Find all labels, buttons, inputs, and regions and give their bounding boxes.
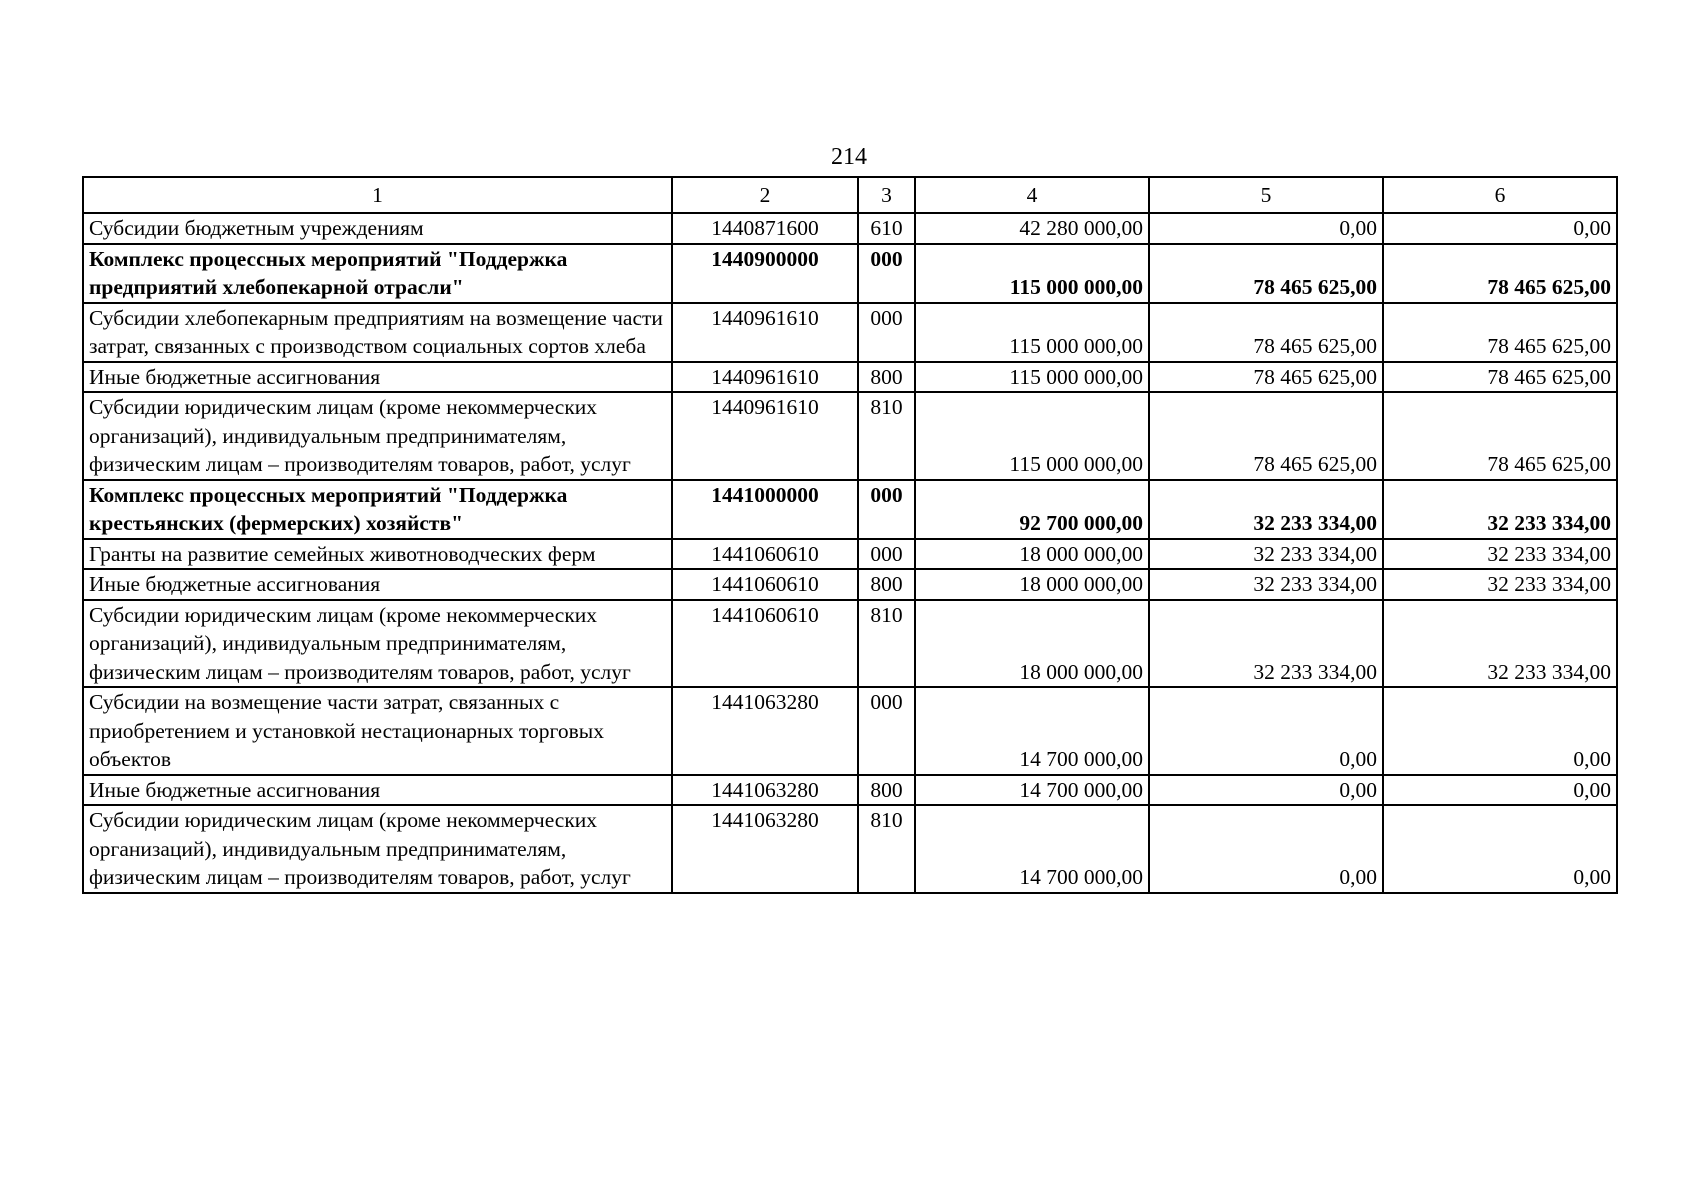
row-name: Субсидии хлебопекарным предприятиям на возмещение части затрат, связанных с производством социальных сортов хлеба	[83, 303, 672, 362]
row-amount-col5: 0,00	[1149, 805, 1383, 893]
row-expense-type: 000	[858, 244, 915, 303]
header-col-2: 2	[672, 177, 858, 213]
row-amount-col4: 14 700 000,00	[915, 687, 1149, 775]
row-amount-col6: 78 465 625,00	[1383, 362, 1617, 393]
table-row	[83, 805, 1617, 893]
row-amount-col5: 32 233 334,00	[1149, 600, 1383, 688]
row-amount-col5: 78 465 625,00	[1149, 392, 1383, 480]
row-name: Субсидии на возмещение части затрат, связанных с приобретением и установкой нестационарных торговых объектов	[83, 687, 672, 775]
row-name: Субсидии юридическим лицам (кроме некоммерческих организаций), индивидуальным предпринимателям, физическим лицам – производителям товаров, работ, услуг	[83, 600, 672, 688]
row-amount-col4: 115 000 000,00	[915, 362, 1149, 393]
row-target-code: 1440961610	[672, 392, 858, 480]
row-target-code: 1441063280	[672, 805, 858, 893]
table-row	[83, 480, 1617, 539]
header-col-1: 1	[83, 177, 672, 213]
row-amount-col6: 32 233 334,00	[1383, 480, 1617, 539]
row-amount-col4: 92 700 000,00	[915, 480, 1149, 539]
row-name: Субсидии юридическим лицам (кроме некоммерческих организаций), индивидуальным предпринимателям, физическим лицам – производителям товаров, работ, услуг	[83, 392, 672, 480]
table-row	[83, 687, 1617, 775]
table-row	[83, 539, 1617, 570]
row-name: Субсидии юридическим лицам (кроме некоммерческих организаций), индивидуальным предпринимателям, физическим лицам – производителям товаров, работ, услуг	[83, 805, 672, 893]
header-col-3: 3	[858, 177, 915, 213]
row-amount-col6: 78 465 625,00	[1383, 244, 1617, 303]
row-amount-col5: 0,00	[1149, 775, 1383, 806]
page-number: 214	[831, 144, 867, 170]
row-amount-col5: 32 233 334,00	[1149, 569, 1383, 600]
row-amount-col4: 115 000 000,00	[915, 392, 1149, 480]
row-amount-col4: 115 000 000,00	[915, 244, 1149, 303]
row-amount-col5: 32 233 334,00	[1149, 539, 1383, 570]
row-amount-col5: 78 465 625,00	[1149, 303, 1383, 362]
row-expense-type: 800	[858, 362, 915, 393]
header-col-4: 4	[915, 177, 1149, 213]
row-target-code: 1441063280	[672, 687, 858, 775]
table-row	[83, 244, 1617, 303]
row-amount-col4: 115 000 000,00	[915, 303, 1149, 362]
row-target-code: 1440900000	[672, 244, 858, 303]
row-expense-type: 810	[858, 600, 915, 688]
row-name: Субсидии бюджетным учреждениям	[83, 213, 672, 244]
row-expense-type: 000	[858, 539, 915, 570]
table-row	[83, 392, 1617, 480]
row-target-code: 1440871600	[672, 213, 858, 244]
row-amount-col6: 0,00	[1383, 775, 1617, 806]
row-amount-col5: 0,00	[1149, 213, 1383, 244]
row-target-code: 1441000000	[672, 480, 858, 539]
row-amount-col4: 14 700 000,00	[915, 775, 1149, 806]
header-col-6: 6	[1383, 177, 1617, 213]
row-amount-col6: 78 465 625,00	[1383, 303, 1617, 362]
row-target-code: 1441060610	[672, 539, 858, 570]
row-amount-col5: 32 233 334,00	[1149, 480, 1383, 539]
row-name: Иные бюджетные ассигнования	[83, 569, 672, 600]
row-expense-type: 810	[858, 392, 915, 480]
table-row	[83, 213, 1617, 244]
row-expense-type: 000	[858, 687, 915, 775]
row-amount-col5: 78 465 625,00	[1149, 244, 1383, 303]
row-amount-col6: 0,00	[1383, 687, 1617, 775]
table-row	[83, 569, 1617, 600]
row-name: Комплекс процессных мероприятий "Поддержка предприятий хлебопекарной отрасли"	[83, 244, 672, 303]
row-expense-type: 810	[858, 805, 915, 893]
row-name: Иные бюджетные ассигнования	[83, 362, 672, 393]
row-name: Гранты на развитие семейных животноводческих ферм	[83, 539, 672, 570]
row-target-code: 1441060610	[672, 569, 858, 600]
table-row	[83, 600, 1617, 688]
row-name: Комплекс процессных мероприятий "Поддержка крестьянских (фермерских) хозяйств"	[83, 480, 672, 539]
row-target-code: 1440961610	[672, 303, 858, 362]
table-row	[83, 775, 1617, 806]
row-amount-col4: 18 000 000,00	[915, 569, 1149, 600]
table-row	[83, 303, 1617, 362]
row-expense-type: 000	[858, 480, 915, 539]
row-expense-type: 800	[858, 775, 915, 806]
row-amount-col6: 32 233 334,00	[1383, 600, 1617, 688]
row-expense-type: 610	[858, 213, 915, 244]
row-amount-col6: 32 233 334,00	[1383, 569, 1617, 600]
row-amount-col4: 14 700 000,00	[915, 805, 1149, 893]
row-amount-col6: 32 233 334,00	[1383, 539, 1617, 570]
row-name: Иные бюджетные ассигнования	[83, 775, 672, 806]
row-target-code: 1441063280	[672, 775, 858, 806]
budget-table	[82, 176, 1618, 894]
row-target-code: 1440961610	[672, 362, 858, 393]
table-row	[83, 362, 1617, 393]
row-amount-col5: 78 465 625,00	[1149, 362, 1383, 393]
row-target-code: 1441060610	[672, 600, 858, 688]
row-amount-col6: 0,00	[1383, 805, 1617, 893]
row-expense-type: 800	[858, 569, 915, 600]
row-amount-col4: 42 280 000,00	[915, 213, 1149, 244]
row-amount-col5: 0,00	[1149, 687, 1383, 775]
row-amount-col6: 78 465 625,00	[1383, 392, 1617, 480]
row-expense-type: 000	[858, 303, 915, 362]
row-amount-col4: 18 000 000,00	[915, 539, 1149, 570]
header-col-5: 5	[1149, 177, 1383, 213]
header-row	[83, 177, 1617, 213]
row-amount-col4: 18 000 000,00	[915, 600, 1149, 688]
row-amount-col6: 0,00	[1383, 213, 1617, 244]
